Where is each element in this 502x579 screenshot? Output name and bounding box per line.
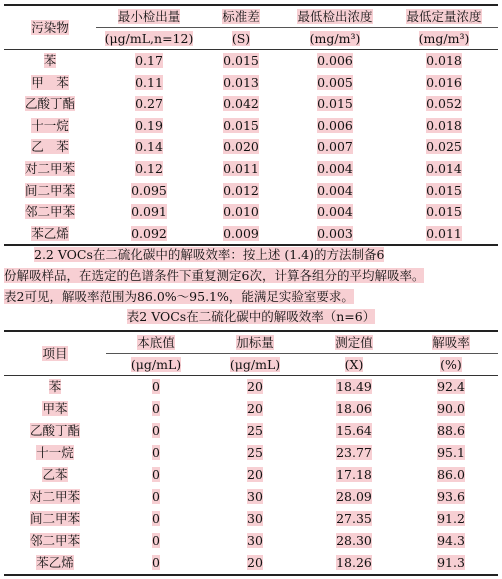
table2-header-spike-unit: (μg/mL) bbox=[229, 357, 281, 372]
table1-header-lod-unit: (mg/m³) bbox=[309, 31, 361, 46]
table-row: 十一烷 0.19 0.015 0.006 0.018 bbox=[31, 117, 462, 133]
table2-header-desorption-unit: (%) bbox=[440, 357, 462, 372]
table1-header-std-unit: (S) bbox=[231, 31, 251, 46]
table2-header-spike: 加标量 bbox=[206, 331, 304, 354]
table-row: 乙酸丁酯 0.27 0.042 0.015 0.052 bbox=[24, 96, 462, 112]
table-row: 对二甲苯 0.12 0.011 0.004 0.014 bbox=[24, 160, 462, 176]
table-row: 间二甲苯 0 30 27.35 91.2 bbox=[29, 511, 465, 526]
table2-caption: 表2 VOCs在二硫化碳中的解吸效率（n=6） bbox=[126, 309, 376, 324]
table1-header-lod: 最低检出浓度 bbox=[280, 5, 390, 28]
table-row: 间二甲苯 0.095 0.012 0.004 0.015 bbox=[24, 182, 462, 198]
table-row: 苯 0 20 18.49 92.4 bbox=[4, 376, 498, 399]
paragraph-line-1: 2.2 VOCs在二硫化碳中的解吸效率：按上述 (1.4)的方法制备6 bbox=[34, 247, 385, 262]
table2-header-desorption: 解吸率 bbox=[404, 331, 498, 354]
table-row: 苯 0.17 0.015 0.006 0.018 bbox=[4, 50, 498, 72]
table1-header-pollutant: 污染物 bbox=[31, 20, 69, 35]
paragraph-line-3: 表2可见，解吸率范围为86.0%～95.1%，能满足实验室要求。 bbox=[4, 289, 354, 304]
table1-header-loq: 最低定量浓度 bbox=[390, 5, 498, 28]
table-row: 苯乙烯 0.092 0.009 0.003 0.011 bbox=[4, 223, 498, 246]
table1-header-min-detect-unit: (μg/mL,n=12) bbox=[104, 31, 194, 46]
table-row: 邻二甲苯 0 30 28.30 94.3 bbox=[29, 533, 465, 548]
table2-header-background: 本底值 bbox=[106, 331, 206, 354]
desorption-paragraph bbox=[4, 244, 498, 307]
table-row: 乙苯 0 20 17.18 86.0 bbox=[42, 467, 465, 482]
table1-header-loq-unit: (mg/m³) bbox=[418, 31, 470, 46]
desorption-efficiency-table bbox=[4, 330, 498, 576]
table2-header-measured-unit: (X) bbox=[344, 357, 364, 372]
table1-header-std: 标准差 bbox=[202, 5, 280, 28]
table-row: 苯乙烯 0 20 18.26 91.3 bbox=[4, 552, 498, 575]
detection-limit-table bbox=[4, 4, 498, 246]
table-row: 十一烷 0 25 23.77 95.1 bbox=[36, 445, 465, 460]
table-row: 乙酸丁酯 0 25 15.64 88.6 bbox=[29, 423, 465, 438]
table-row: 甲苯 0 20 18.06 90.0 bbox=[42, 401, 465, 416]
paragraph-line-2: 份解吸样品，在选定的色谱条件下重复测定6次，计算各组分的平均解吸率。 bbox=[4, 268, 425, 283]
table1-header-min-detect: 最小检出量 bbox=[96, 5, 202, 28]
table2-header-background-unit: (μg/mL) bbox=[130, 357, 182, 372]
table-row: 对二甲苯 0 30 28.09 93.6 bbox=[29, 489, 465, 504]
table-row: 乙 苯 0.14 0.020 0.007 0.025 bbox=[31, 139, 462, 155]
table2-header-item: 项目 bbox=[42, 346, 68, 361]
table2-header-measured: 测定值 bbox=[304, 331, 404, 354]
table-row: 邻二甲苯 0.091 0.010 0.004 0.015 bbox=[24, 204, 462, 220]
table-row: 甲 苯 0.11 0.013 0.005 0.016 bbox=[31, 74, 462, 90]
